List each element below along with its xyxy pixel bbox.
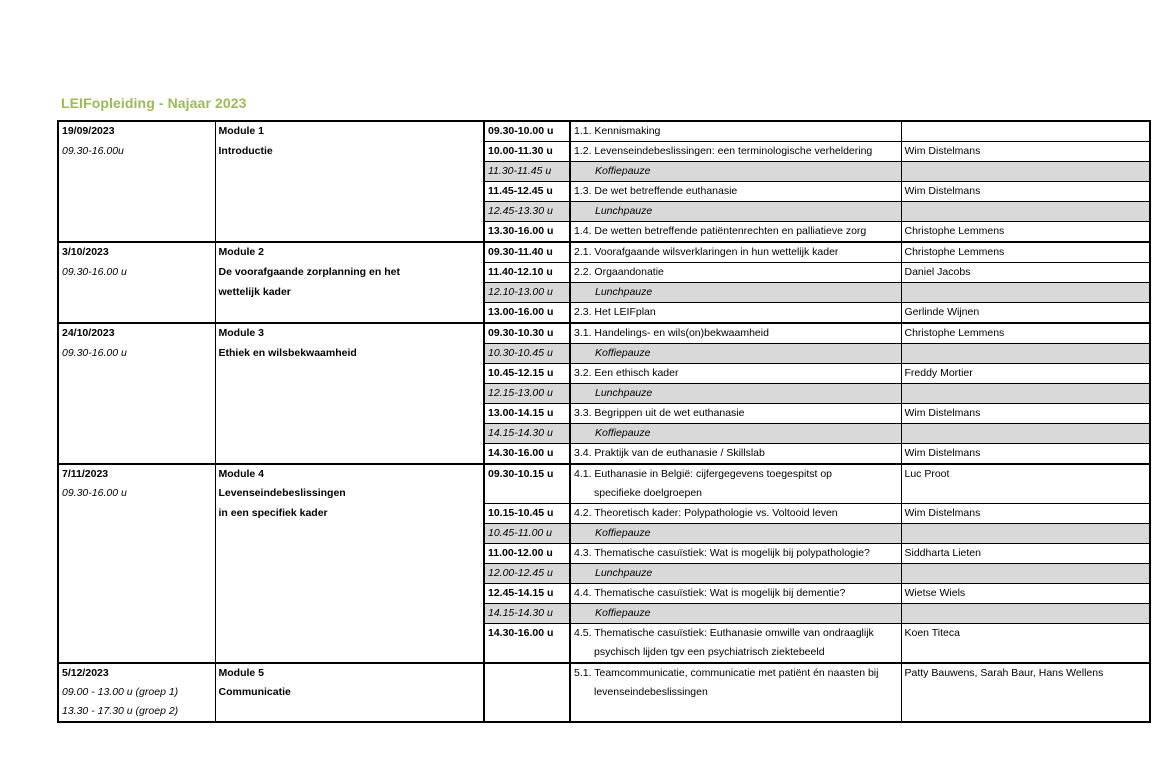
session-speaker: Siddharta Lieten — [901, 544, 1150, 564]
module-number: Module 4 — [215, 464, 484, 484]
module-title: Communicatie — [215, 683, 484, 702]
session-time: 12.45-13.30 u — [484, 202, 570, 222]
table-row — [58, 344, 1150, 364]
module-title: in een specifiek kader — [215, 504, 484, 524]
session-topic: 3.4. Praktijk van de euthanasie / Skillslab — [570, 444, 901, 465]
module-date: 5/12/2023 — [58, 663, 215, 683]
module-hours: 09.30-16.00 u — [58, 263, 215, 283]
session-time: 13.00-14.15 u — [484, 404, 570, 424]
session-time: 10.15-10.45 u — [484, 504, 570, 524]
session-topic: 1.4. De wetten betreffende patiëntenrechten en palliatieve zorg — [570, 222, 901, 243]
table-row — [58, 544, 1150, 564]
pause-label: Lunchpauze — [570, 384, 901, 404]
module-title: De voorafgaande zorplanning en het — [215, 263, 484, 283]
session-topic: 2.2. Orgaandonatie — [570, 263, 901, 283]
session-topic: 1.3. De wet betreffende euthanasie — [570, 182, 901, 202]
session-speaker — [901, 121, 1150, 142]
session-time: 14.30-16.00 u — [484, 624, 570, 664]
table-row — [58, 663, 1150, 683]
table-row — [58, 584, 1150, 604]
session-time: 10.00-11.30 u — [484, 142, 570, 162]
session-topic: 3.1. Handelings- en wils(on)bekwaamheid — [570, 323, 901, 344]
session-time: 11.45-12.45 u — [484, 182, 570, 202]
module-hours: 09.30-16.00 u — [58, 344, 215, 364]
session-time: 12.10-13.00 u — [484, 283, 570, 303]
table-row — [58, 263, 1150, 283]
session-topic: 4.2. Theoretisch kader: Polypathologie vs. Voltooid leven — [570, 504, 901, 524]
table-row — [58, 504, 1150, 524]
session-topic: 4.3. Thematische casuïstiek: Wat is mogelijk bij polypathologie? — [570, 544, 901, 564]
session-time: 09.30-10.30 u — [484, 323, 570, 344]
session-topic: 1.1. Kennismaking — [570, 121, 901, 142]
table-row — [58, 604, 1150, 624]
session-topic: 5.1. Teamcommunicatie, communicatie met patiënt én naasten bij — [570, 663, 901, 683]
pause-label: Koffiepauze — [570, 524, 901, 544]
session-time: 09.30-10.00 u — [484, 121, 570, 142]
session-speaker: Christophe Lemmens — [901, 323, 1150, 344]
session-topic: 4.1. Euthanasie in België: cijfergegevens toegespitst op — [570, 464, 901, 484]
session-time: 14.30-16.00 u — [484, 444, 570, 465]
module-hours: 09.30-16.00 u — [58, 484, 215, 504]
pause-label: Lunchpauze — [570, 202, 901, 222]
table-row — [58, 303, 1150, 324]
session-speaker — [901, 604, 1150, 624]
session-topic: 2.3. Het LEIFplan — [570, 303, 901, 324]
module-hours: 09.00 - 13.00 u (groep 1) — [58, 683, 215, 702]
table-row — [58, 524, 1150, 544]
session-speaker: Christophe Lemmens — [901, 222, 1150, 243]
table-row — [58, 564, 1150, 584]
session-topic — [570, 702, 901, 722]
module-hours: 13.30 - 17.30 u (groep 2) — [58, 702, 215, 722]
table-row — [58, 202, 1150, 222]
table-row — [58, 464, 1150, 484]
session-speaker — [901, 564, 1150, 584]
pause-label: Koffiepauze — [570, 424, 901, 444]
pause-label: Koffiepauze — [570, 344, 901, 364]
session-time: 10.30-10.45 u — [484, 344, 570, 364]
session-time: 10.45-12.15 u — [484, 364, 570, 384]
table-row — [58, 323, 1150, 344]
session-speaker: Wim Distelmans — [901, 142, 1150, 162]
module-number: Module 2 — [215, 242, 484, 263]
session-time: 12.00-12.45 u — [484, 564, 570, 584]
document-title: LEIFopleiding - Najaar 2023 — [61, 95, 247, 111]
session-speaker — [901, 384, 1150, 404]
session-time: 10.45-11.00 u — [484, 524, 570, 544]
session-topic: 3.2. Een ethisch kader — [570, 364, 901, 384]
table-row — [58, 142, 1150, 162]
session-speaker: Gerlinde Wijnen — [901, 303, 1150, 324]
table-row — [58, 364, 1150, 384]
module-date: 7/11/2023 — [58, 464, 215, 484]
session-topic: 1.2. Levenseindebeslissingen: een terminologische verheldering — [570, 142, 901, 162]
session-speaker — [901, 202, 1150, 222]
module-title: Introductie — [215, 142, 484, 162]
module-title: wettelijk kader — [215, 283, 484, 303]
session-topic: 3.3. Begrippen uit de wet euthanasie — [570, 404, 901, 424]
session-speaker — [901, 162, 1150, 182]
session-time: 11.30-11.45 u — [484, 162, 570, 182]
session-topic: specifieke doelgroepen — [570, 484, 901, 504]
session-topic: levenseindebeslissingen — [570, 683, 901, 702]
table-row — [58, 404, 1150, 424]
table-row — [58, 424, 1150, 444]
session-time — [484, 663, 570, 722]
session-time: 13.30-16.00 u — [484, 222, 570, 243]
table-row — [58, 283, 1150, 303]
session-speaker — [901, 283, 1150, 303]
session-topic: 4.5. Thematische casuïstiek: Euthanasie omwille van ondraaglijk — [570, 624, 901, 644]
session-speaker — [901, 344, 1150, 364]
module-title: Levenseindebeslissingen — [215, 484, 484, 504]
table-row — [58, 182, 1150, 202]
schedule-table — [57, 120, 1151, 723]
module-date: 3/10/2023 — [58, 242, 215, 263]
session-speaker: Wim Distelmans — [901, 504, 1150, 524]
table-row — [58, 384, 1150, 404]
session-time: 12.15-13.00 u — [484, 384, 570, 404]
session-speaker: Freddy Mortier — [901, 364, 1150, 384]
session-time: 14.15-14.30 u — [484, 424, 570, 444]
session-time: 12.45-14.15 u — [484, 584, 570, 604]
module-date: 24/10/2023 — [58, 323, 215, 344]
table-row — [58, 162, 1150, 182]
table-row — [58, 242, 1150, 263]
session-time: 11.40-12.10 u — [484, 263, 570, 283]
table-row — [58, 444, 1150, 465]
table-row — [58, 222, 1150, 243]
table-row — [58, 624, 1150, 644]
session-speaker: Wim Distelmans — [901, 444, 1150, 465]
pause-label: Koffiepauze — [570, 162, 901, 182]
pause-label: Koffiepauze — [570, 604, 901, 624]
session-speaker: Wim Distelmans — [901, 404, 1150, 424]
session-speaker — [901, 524, 1150, 544]
module-number: Module 5 — [215, 663, 484, 683]
session-topic: 4.4. Thematische casuïstiek: Wat is mogelijk bij dementie? — [570, 584, 901, 604]
session-speaker: Christophe Lemmens — [901, 242, 1150, 263]
module-date: 19/09/2023 — [58, 121, 215, 142]
session-speaker: Wim Distelmans — [901, 182, 1150, 202]
session-time: 14.15-14.30 u — [484, 604, 570, 624]
module-title: Ethiek en wilsbekwaamheid — [215, 344, 484, 364]
session-speaker — [901, 424, 1150, 444]
session-time: 13.00-16.00 u — [484, 303, 570, 324]
session-speaker: Patty Bauwens, Sarah Baur, Hans Wellens — [901, 663, 1150, 722]
module-hours: 09.30-16.00u — [58, 142, 215, 162]
session-topic: 2.1. Voorafgaande wilsverklaringen in hun wettelijk kader — [570, 242, 901, 263]
pause-label: Lunchpauze — [570, 564, 901, 584]
session-topic: psychisch lijden tgv een psychiatrisch ziektebeeld — [570, 643, 901, 663]
session-time: 09.30-10.15 u — [484, 464, 570, 504]
pause-label: Lunchpauze — [570, 283, 901, 303]
session-speaker: Daniel Jacobs — [901, 263, 1150, 283]
session-time: 09.30-11.40 u — [484, 242, 570, 263]
table-row — [58, 121, 1150, 142]
module-number: Module 1 — [215, 121, 484, 142]
module-number: Module 3 — [215, 323, 484, 344]
session-speaker: Luc Proot — [901, 464, 1150, 504]
session-time: 11.00-12.00 u — [484, 544, 570, 564]
session-speaker: Koen Titeca — [901, 624, 1150, 664]
session-speaker: Wietse Wiels — [901, 584, 1150, 604]
